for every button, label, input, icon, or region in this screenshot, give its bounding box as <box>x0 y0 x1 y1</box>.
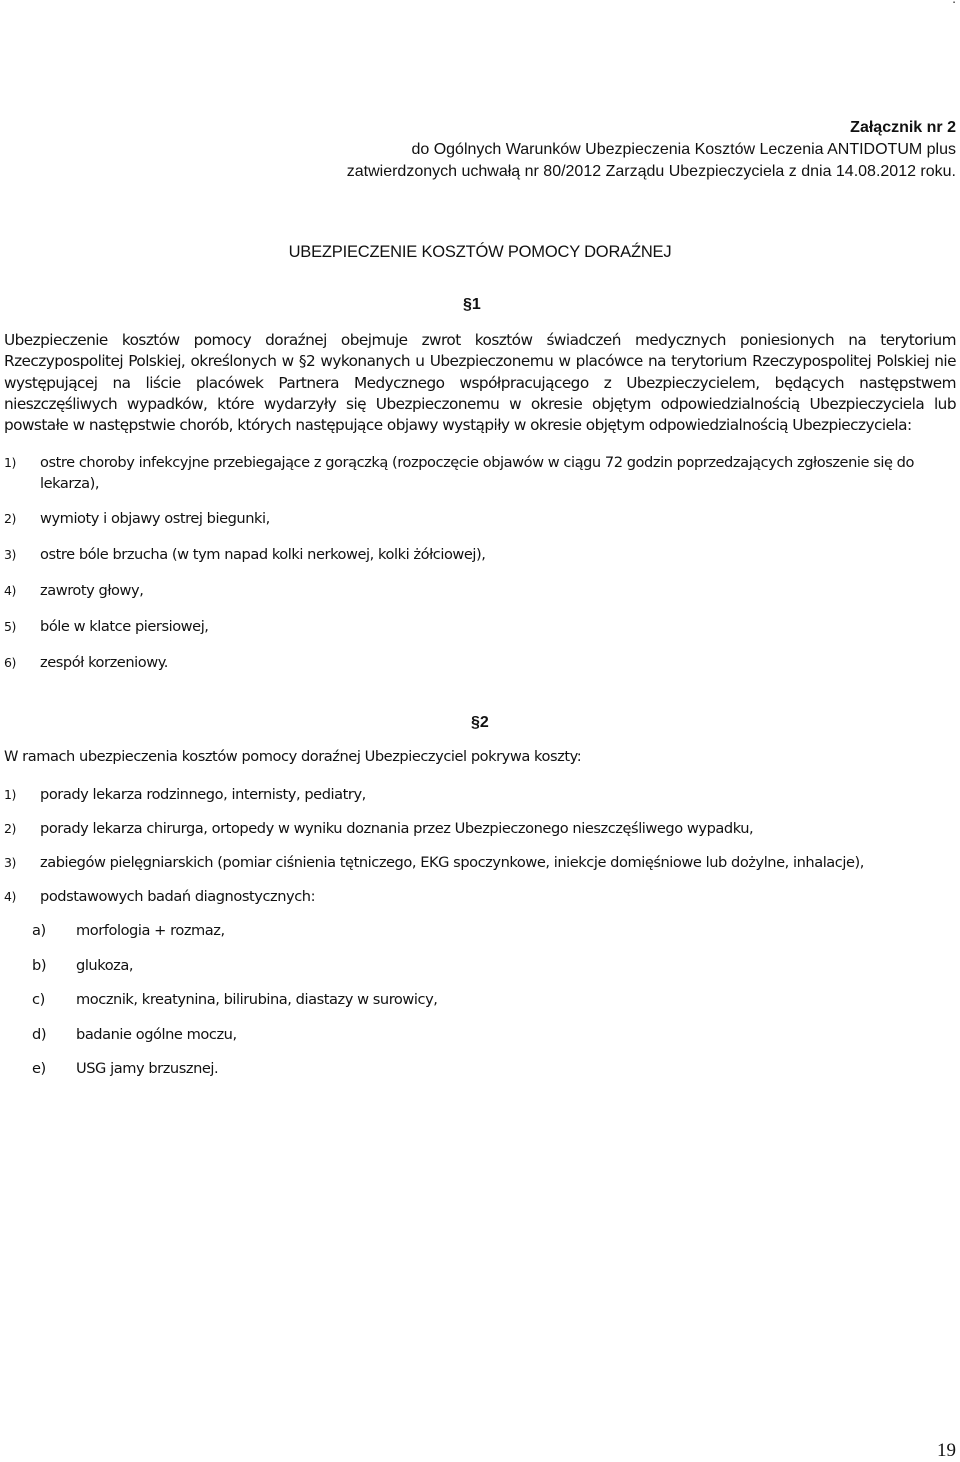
sublist-item-text: USG jamy brzusznej. <box>76 1060 219 1077</box>
annex-line-2: zatwierdzonych uchwałą nr 80/2012 Zarządu Ubezpieczyciela z dnia 14.08.2012 roku. <box>346 163 956 180</box>
section-1-sign: §1 <box>463 296 481 313</box>
document-title: UBEZPIECZENIE KOSZTÓW POMOCY DORAŹNEJ <box>288 243 672 261</box>
annex-line-1: do Ogólnych Warunków Ubezpieczenia Kosztów Leczenia ANTIDOTUM plus <box>411 141 956 158</box>
list-item-text: porady lekarza rodzinnego, internisty, pediatry, <box>40 786 366 803</box>
list-item-number: 2) <box>4 821 16 836</box>
sublist-item-text: mocznik, kreatynina, bilirubina, diastazy w surowicy, <box>76 991 438 1008</box>
list-item <box>0 784 956 805</box>
section-2-intro: W ramach ubezpieczenia kosztów pomocy doraźnej Ubezpieczyciel pokrywa koszty: <box>4 748 582 765</box>
sublist-item <box>0 1058 437 1079</box>
list-item-text: zabiegów pielęgniarskich (pomiar ciśnienia tętniczego, EKG spoczynkowe, iniekcje domięśniowe lub dożylne, inhalacje), <box>40 854 864 871</box>
list-item-number: 5) <box>4 619 16 634</box>
list-item <box>0 508 956 529</box>
sublist-item-text: glukoza, <box>76 956 134 974</box>
list-item-number: 3) <box>4 547 16 562</box>
list-item-number: 1) <box>4 787 16 802</box>
list-item-number: 1) <box>4 455 16 470</box>
sublist-item-letter: e) <box>32 1060 46 1077</box>
list-item <box>0 886 956 907</box>
sublist-item <box>0 989 437 1010</box>
list-item <box>0 616 956 637</box>
list-item-text: wymioty i objawy ostrej biegunki, <box>40 510 270 527</box>
list-item <box>0 852 956 873</box>
section-1-intro: Ubezpieczenie kosztów pomocy doraźnej obejmuje zwrot kosztów świadczeń medycznych poniesionych na terytorium Rzeczypospolitej Polskiej, określonych w §2 wykonanych u Ubezpieczonemu w placówce na terytorium Rzeczypospolitej Polskiej nie występującej na liście placówek Partnera Medycznego współpracującego z Ubezpieczycielem, będących następstwem nieszczęśliwych wypadków, które wydarzyły się Ubezpieczonemu w okresie objętym odpowiedzialnością Ubezpieczyciela lub powstałe w następstwie chorób, których następujące objawy wystąpiły w okresie objętym odpowiedzialnością Ubezpieczyciela: <box>4 331 956 435</box>
list-item <box>0 544 956 565</box>
corner-mark <box>952 0 956 6</box>
annex-header <box>347 117 956 183</box>
list-item-text: zespół korzeniowy. <box>40 654 168 671</box>
list-item <box>0 452 956 494</box>
diagnostic-tests-list <box>0 920 437 1093</box>
sublist-item-letter: a) <box>32 922 46 939</box>
list-item <box>0 580 956 601</box>
list-item <box>0 652 956 673</box>
list-item-number: 6) <box>4 655 16 670</box>
sublist-item <box>0 920 437 941</box>
page-number: 19 <box>937 1440 956 1461</box>
sublist-item-letter: c) <box>32 991 45 1008</box>
list-item-number: 2) <box>4 511 16 526</box>
list-item-number: 4) <box>4 583 16 598</box>
sublist-item-letter: b) <box>32 956 47 974</box>
annex-title: Załącznik nr 2 <box>850 119 956 136</box>
symptom-list <box>0 452 956 688</box>
list-item-text: ostre choroby infekcyjne przebiegające z gorączką (rozpoczęcie objawów w ciągu 72 godzin poprzedzających zgłoszenie się do lekarza), <box>40 454 914 492</box>
list-item-number: 4) <box>4 889 16 904</box>
list-item-text: ostre bóle brzucha (w tym napad kolki nerkowej, kolki żółciowej), <box>40 546 486 563</box>
sublist-item <box>0 955 437 976</box>
sublist-item-letter: d) <box>32 1025 47 1043</box>
sublist-item-text: badanie ogólne moczu, <box>76 1025 237 1043</box>
list-item-text: podstawowych badań diagnostycznych: <box>40 888 316 905</box>
list-item <box>0 818 956 839</box>
list-item-text: porady lekarza chirurga, ortopedy w wyniku doznania przez Ubezpieczonego nieszczęśliwego wypadku, <box>40 820 754 837</box>
sublist-item <box>0 1024 437 1045</box>
list-item-text: zawroty głowy, <box>40 582 144 599</box>
covered-costs-list <box>0 784 956 920</box>
sublist-item-text: morfologia + rozmaz, <box>76 922 225 939</box>
list-item-text: bóle w klatce piersiowej, <box>40 618 209 635</box>
list-item-number: 3) <box>4 855 16 870</box>
section-2-sign: §2 <box>471 714 489 731</box>
